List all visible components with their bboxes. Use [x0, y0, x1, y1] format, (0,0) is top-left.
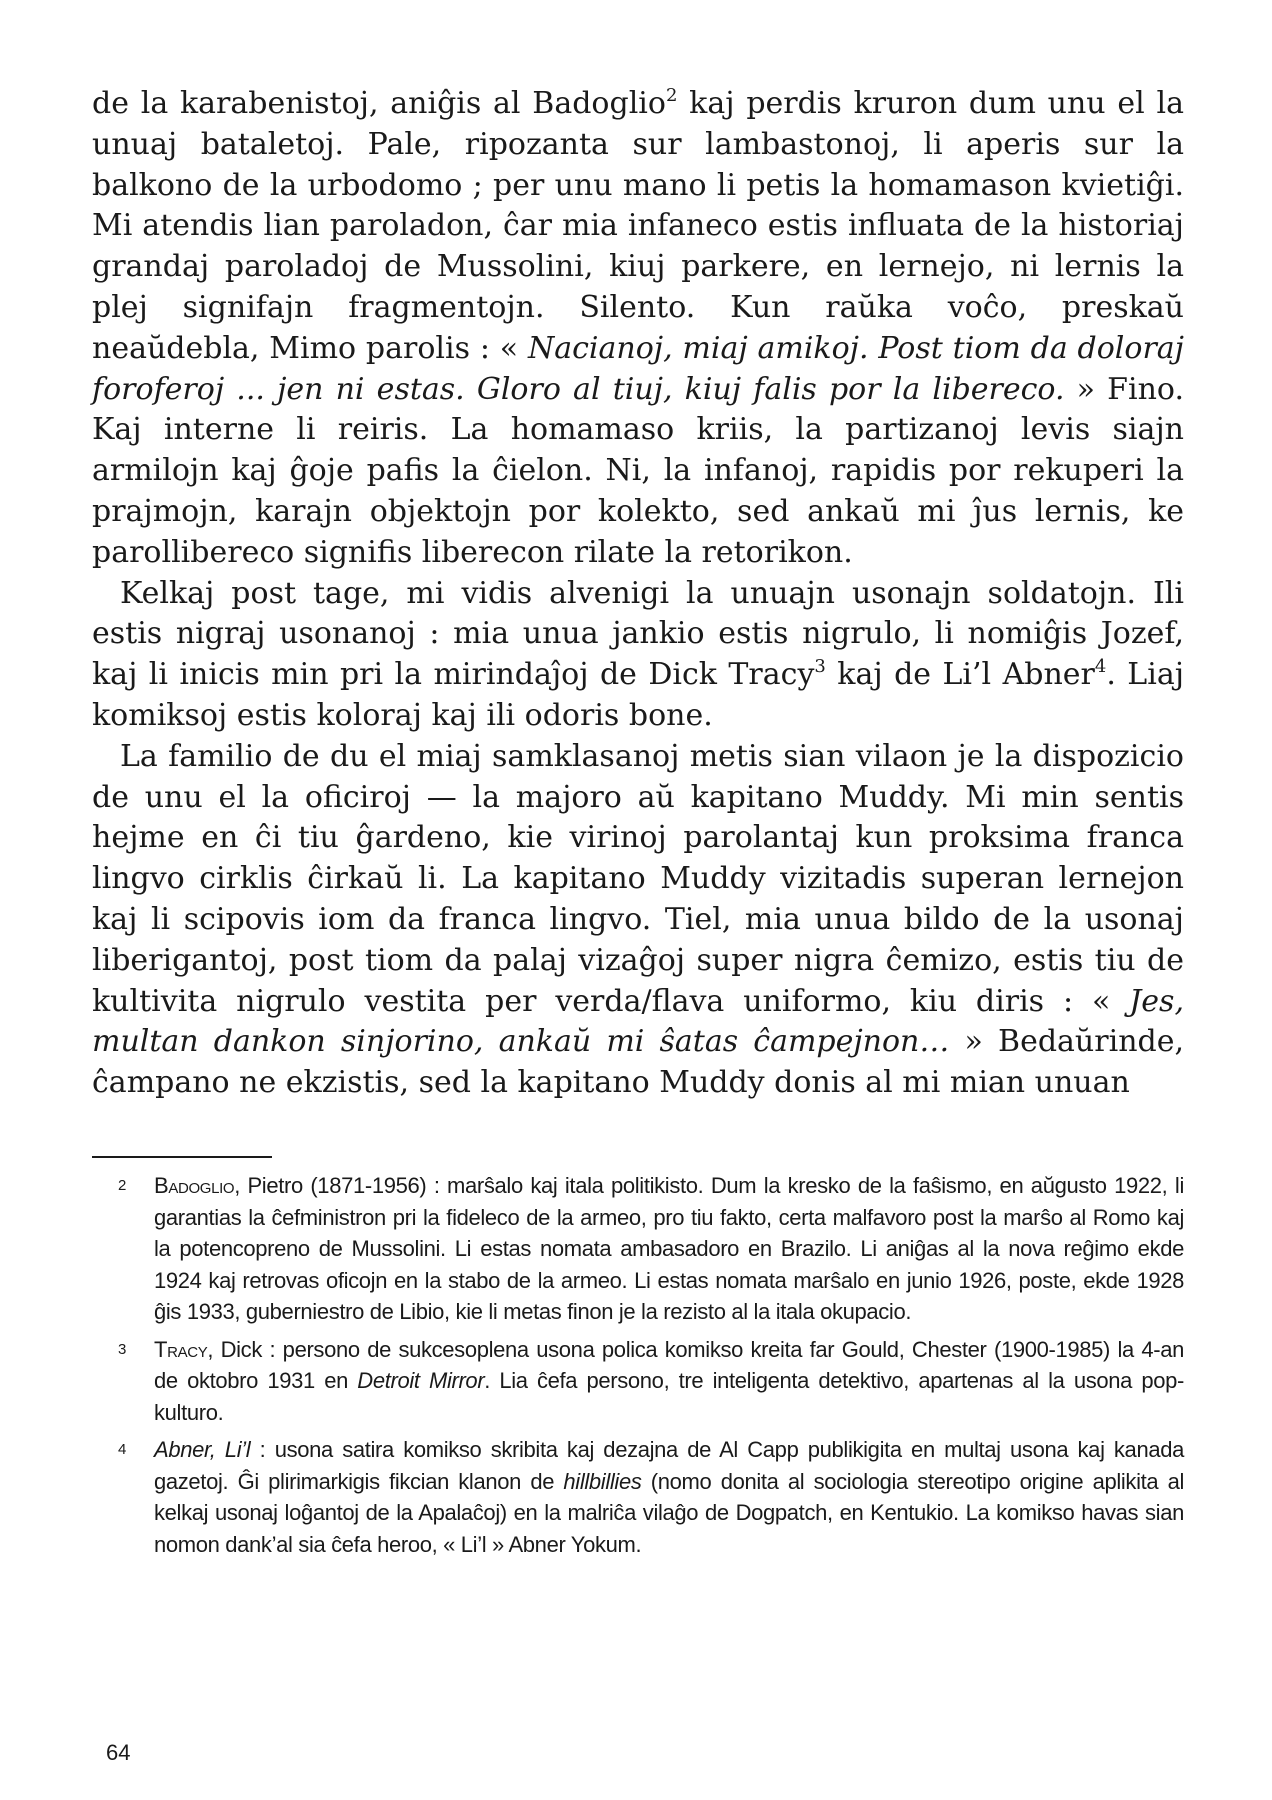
footnote-4 [118, 1434, 1185, 1560]
page-number: 64 [106, 1740, 131, 1765]
footnote-ref-4[interactable]: 4 [1094, 656, 1107, 678]
p2-text-b: kaj de Li’l Abner [825, 657, 1095, 693]
p1-text-b: kaj perdis kruron dum unu el la unuaj bataletoj. Pale, ripozanta sur lambastonoj, li aperis sur la balkono de la urbodomo ; per unu mano li petis la homamason kvietiĝi. Mi atendis lian paroladon, ĉar mia infaneco estis influata de la historiaj grandaj paroladoj de Mussolini, kiuj parkere, en lernejo, ni lernis la plej signifajn fragmentojn. Silento. Kun raŭka voĉo, preskaŭ neaŭdebla, Mimo parolis : « [92, 86, 1184, 366]
footnote-3 [118, 1334, 1184, 1429]
p3-quote: Jes, multan dankon sinjorino, ankaŭ mi ŝatas ĉampejnon… [92, 983, 1184, 1060]
footnote-number: 3 [118, 1340, 126, 1358]
p3-text-b: » Bedaŭrinde, ĉampano ne ekzistis, sed la kapitano Muddy donis al mi mian unuan [92, 1024, 1185, 1101]
footnote-text: (nomo donita al sociologia stereotipo origine aplikita al kelkaj usonaj loĝantoj de la Apalaĉoj) en la malriĉa vilaĝo de Dogpatch, en Kentukio. La komikso havas sian nomon dank’al sia ĉefa heroo, « Li’l » Abner Yokum. [154, 1468, 1185, 1557]
footnote-text: . Lia ĉefa persono, tre inteligenta detektivo, apartenas al la usona pop-kulturo. [154, 1368, 1184, 1425]
footnote-entry-name: Abner, Li’l [154, 1437, 251, 1462]
footnote-2 [118, 1170, 1184, 1328]
footnote-ref-3[interactable]: 3 [814, 656, 826, 678]
footnote-entry-name: Badoglio [154, 1173, 235, 1198]
p1-text-c: » Fino. Kaj interne li reiris. La homamaso kriis, la partizanoj levis siajn armilojn kaj ĝoje pafis la ĉielon. Ni, la infanoj, rapidis por rekuperi la prajmojn, karajn objektojn por kolekto, sed ankaŭ mi ĵus lernis, ke parollibereco signifis liberecon rilate la retorikon. [92, 371, 1184, 570]
footnote-text: , Dick : persono de sukcesoplena usona polica komikso kreita far Gould, Chester (1900-1985) la 4-an de oktobro 1931 en [154, 1336, 1184, 1393]
p2-text-a: Kelkaj post tage, mi vidis alvenigi la unuajn usonajn soldatojn. Ili estis nigraj usonanoj : mia unua jankio estis nigrulo, li nomiĝis Jozef, kaj li inicis min pri la mirindaĵoj de Dick Tracy [92, 575, 1184, 693]
footnote-italic: Detroit Mirror [357, 1368, 485, 1393]
footnote-ref-2[interactable]: 2 [665, 85, 678, 106]
p2-text-c: . Liaj komiksoj estis koloraj kaj ili odoris bone. [92, 657, 1185, 733]
footnote-number: 4 [118, 1441, 126, 1458]
footnote-divider [92, 1156, 272, 1158]
footnote-text: : usona satira komikso skribita kaj dezajna de Al Capp publikigita en multaj usona kaj kanada gazetoj. Ĝi plirimarkigis fikcian klanon de [154, 1437, 1184, 1494]
paragraph-3 [92, 737, 1184, 1104]
body-text [92, 84, 1184, 1104]
paragraph-1 [92, 84, 1184, 574]
footnote-italic: hillbillies [563, 1468, 642, 1494]
footnote-number: 2 [118, 1177, 126, 1194]
footnotes [118, 1170, 1185, 1566]
p1-quote: Nacianoj, miaj amikoj. Post tiom da doloraj foroferoj ... jen ni estas. Gloro al tiuj, kiuj falis por la libereco. [92, 330, 1184, 407]
footnote-entry-name: Tracy [154, 1336, 208, 1362]
p1-text-a: de la karabenistoj, aniĝis al Badoglio [92, 86, 666, 121]
paragraph-2 [92, 574, 1184, 737]
p3-text-a: La familio de du el miaj samklasanoj metis sian vilaon je la dispozicio de unu el la oficiroj — la majoro aŭ kapitano Muddy. Mi min sentis hejme en ĉi tiu ĝardeno, kie virinoj parolantaj kun proksima franca lingvo cirklis ĉirkaŭ li. La kapitano Muddy vizitadis superan lernejon kaj li scipovis iom da franca lingvo. Tiel, mia unua bildo de la usonaj liberigantoj, post tiom da palaj vizaĝoj super nigra ĉemizo, estis tiu de kultivita nigrulo vestita per verda/flava uniformo, kiu diris : « [92, 738, 1184, 1019]
footnote-text: , Pietro (1871-1956) : marŝalo kaj itala politikisto. Dum la kresko de la faŝismo, en aŭgusto 1922, li garantias la ĉefministron pri la fideleco de la armeo, pro tiu fakto, certa malfavoro post la marŝo al Romo kaj la potencopreno de Mussolini. Li estas nomata ambasadoro en Brazilo. Li aniĝas al la nova reĝimo ekde 1924 kaj retrovas oficojn en la stabo de la armeo. Li estas nomata marŝalo en junio 1926, poste, ekde 1928 ĝis 1933, guberniestro de Libio, kie li metas finon je la rezisto al la itala okupacio. [154, 1173, 1184, 1324]
